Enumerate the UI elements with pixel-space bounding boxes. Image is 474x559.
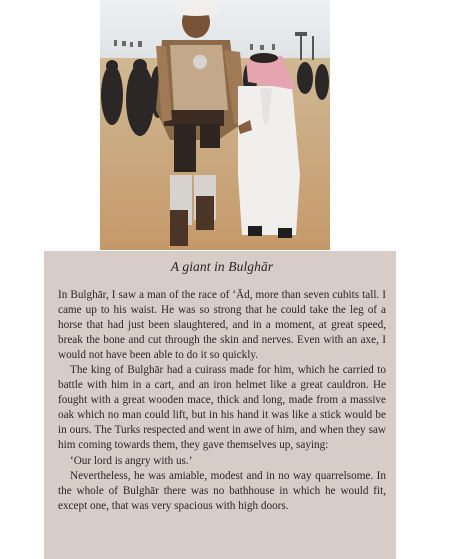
photograph-illustration: [100, 0, 330, 250]
page-title: A giant in Bulghār: [170, 259, 274, 274]
paragraph-4: Nevertheless, he was amiable, modest and in no way quarrelsome. In the whole of Bulghār there was no bathhouse in which he would fit, except one, that was very spacious with high doors.: [58, 469, 386, 512]
paragraph-2: The king of Bulghār had a cuirass made for him, which he carried to battle with him in a cart, and an iron helmet like a great cauldron. He fought with a great wooden mace, thick and long, made from a massive oak which no man could lift, but in his hand it was like a stick would be in ours. The Turks respected and went in awe of him, and when they saw him coming towards them, they gave themselves up, saying:: [58, 364, 386, 452]
paragraph-quote: ‘Our lord is angry with us.’: [70, 454, 193, 467]
paragraph-1: In Bulghār, I saw a man of the race of ‘Ād, more than seven cubits tall. I came up to his waist. He was so strong that he could take the leg of a horse that had just been slaughtered, and in a moment, at great speed, break the bone and cut through the skin and nerves. Even with an axe, I would not have been able to do it so quickly.: [58, 289, 386, 362]
book-page: [44, 251, 396, 559]
photograph: [100, 0, 330, 250]
